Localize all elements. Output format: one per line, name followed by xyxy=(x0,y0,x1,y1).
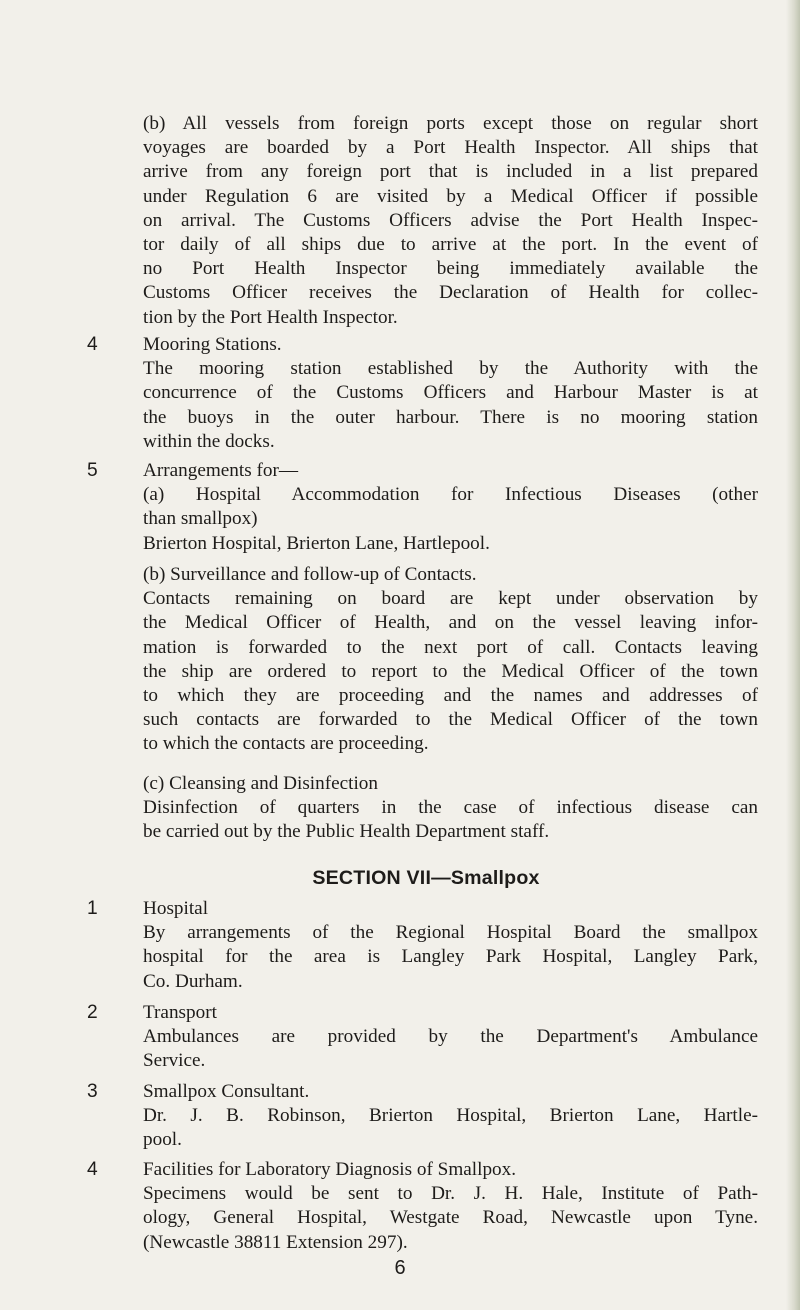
text-line: such contacts are forwarded to the Medical Officer of the town xyxy=(143,709,758,731)
text-line: ology, General Hospital, Westgate Road, Newcastle upon Tyne. xyxy=(143,1207,758,1229)
section-item-hospital xyxy=(143,897,758,994)
text-line: the Medical Officer of Health, and on the vessel leaving infor- xyxy=(143,612,758,634)
text-line: Dr. J. B. Robinson, Brierton Hospital, Brierton Lane, Hartle- xyxy=(143,1105,758,1127)
text-line: mation is forwarded to the next port of call. Contacts leaving xyxy=(143,636,758,658)
item-title: Mooring Stations. xyxy=(143,334,282,355)
section-item-consultant xyxy=(143,1080,758,1153)
item-title: Smallpox Consultant. xyxy=(143,1081,310,1102)
text-line: the ship are ordered to report to the Medical Officer of the town xyxy=(143,660,758,682)
item-number: 3 xyxy=(87,1081,98,1102)
paragraph-b xyxy=(143,112,758,330)
item-number: 1 xyxy=(87,898,98,919)
item-5-arrangements xyxy=(143,459,758,556)
page-number: 6 xyxy=(394,1257,406,1279)
text-line: be carried out by the Public Health Department staff. xyxy=(143,821,550,843)
text-line: Disinfection of quarters in the case of infectious disease can xyxy=(143,797,758,819)
text-line: tor daily of all ships due to arrive at the port. In the event of xyxy=(143,233,758,255)
text-line: arrive from any foreign port that is included in a list prepared xyxy=(143,161,758,183)
item-number: 5 xyxy=(87,460,98,481)
text-line: concurrence of the Customs Officers and Harbour Master is at xyxy=(143,382,758,404)
item-5b-surveillance xyxy=(143,563,758,757)
item-number: 2 xyxy=(87,1002,98,1023)
text-line: The mooring station established by the Authority with the xyxy=(143,358,758,380)
text-line: Service. xyxy=(143,1050,206,1072)
text-line: Customs Officer receives the Declaration of Health for collec- xyxy=(143,282,758,304)
section-item-laboratory xyxy=(143,1158,758,1255)
text-line: Contacts remaining on board are kept under observation by xyxy=(143,588,758,610)
text-line: no Port Health Inspector being immediately available the xyxy=(143,258,758,280)
item-title: Transport xyxy=(143,1002,217,1023)
text-line: within the docks. xyxy=(143,430,275,452)
text-line: Brierton Hospital, Brierton Lane, Hartlepool. xyxy=(143,532,490,554)
item-title: Facilities for Laboratory Diagnosis of Smallpox. xyxy=(143,1159,517,1180)
text-line: to which the contacts are proceeding. xyxy=(143,733,429,755)
text-line: (b) All vessels from foreign ports except those on regular short xyxy=(143,113,758,134)
section-heading xyxy=(0,866,800,890)
subitem-title: (b) Surveillance and follow-up of Contacts. xyxy=(143,564,477,585)
subitem-title: (c) Cleansing and Disinfection xyxy=(143,773,378,794)
item-title: Hospital xyxy=(143,898,209,919)
text-line: Co. Durham. xyxy=(143,970,243,992)
item-4-mooring-stations xyxy=(143,333,758,454)
text-line: pool. xyxy=(143,1129,182,1151)
text-line: the buoys in the outer harbour. There is no mooring station xyxy=(143,406,758,428)
text-line: (a) Hospital Accommodation for Infectious Diseases (other xyxy=(143,484,758,506)
text-line: Specimens would be sent to Dr. J. H. Hale, Institute of Path- xyxy=(143,1183,758,1205)
section-item-transport xyxy=(143,1001,758,1074)
text-line: to which they are proceeding and the names and addresses of xyxy=(143,684,758,706)
item-number: 4 xyxy=(87,1159,98,1180)
text-line: (Newcastle 38811 Extension 297). xyxy=(143,1231,408,1253)
text-line: tion by the Port Health Inspector. xyxy=(143,306,398,328)
text-line: on arrival. The Customs Officers advise the Port Health Inspec- xyxy=(143,209,758,231)
text-line: voyages are boarded by a Port Health Inspector. All ships that xyxy=(143,137,758,159)
item-number: 4 xyxy=(87,334,98,355)
section-heading-text: SECTION VII—Smallpox xyxy=(312,867,540,889)
text-line: under Regulation 6 are visited by a Medical Officer if possible xyxy=(143,185,758,207)
text-line: than smallpox) xyxy=(143,508,258,530)
text-line: Ambulances are provided by the Department's Ambulance xyxy=(143,1026,758,1048)
item-5c-cleansing xyxy=(143,772,758,845)
text-line: By arrangements of the Regional Hospital Board the smallpox xyxy=(143,922,758,944)
page-edge-shadow xyxy=(786,0,800,1310)
item-title: Arrangements for— xyxy=(143,460,299,481)
text-line: hospital for the area is Langley Park Hospital, Langley Park, xyxy=(143,946,758,968)
